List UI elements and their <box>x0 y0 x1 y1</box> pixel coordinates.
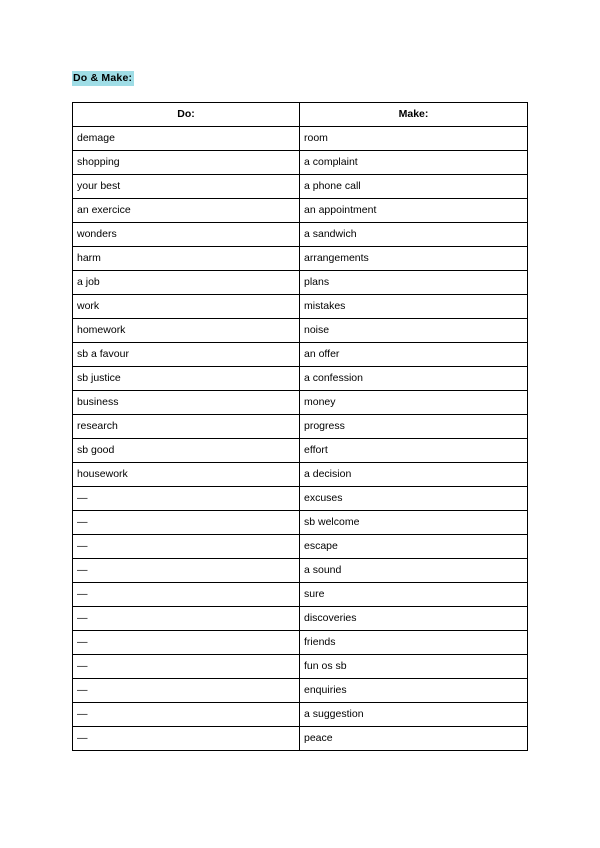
make-cell: friends <box>300 631 528 655</box>
make-cell: a complaint <box>300 151 528 175</box>
table-row <box>73 343 528 367</box>
table-row <box>73 703 528 727</box>
make-cell: an offer <box>300 343 528 367</box>
do-cell: a job <box>73 271 300 295</box>
table-row <box>73 559 528 583</box>
table-row <box>73 271 528 295</box>
make-cell: effort <box>300 439 528 463</box>
make-cell: arrangements <box>300 247 528 271</box>
do-cell: — <box>73 607 300 631</box>
do-cell: work <box>73 295 300 319</box>
table-row <box>73 295 528 319</box>
make-cell: a sound <box>300 559 528 583</box>
do-cell: — <box>73 511 300 535</box>
do-cell: — <box>73 583 300 607</box>
do-cell: sb justice <box>73 367 300 391</box>
make-cell: money <box>300 391 528 415</box>
column-header-make: Make: <box>300 103 528 127</box>
do-cell: — <box>73 655 300 679</box>
make-cell: room <box>300 127 528 151</box>
do-cell: sb good <box>73 439 300 463</box>
table-row <box>73 679 528 703</box>
table-row <box>73 463 528 487</box>
table-row <box>73 127 528 151</box>
table-row <box>73 631 528 655</box>
do-cell: — <box>73 727 300 751</box>
table-row <box>73 175 528 199</box>
table-row <box>73 151 528 175</box>
do-cell: — <box>73 679 300 703</box>
make-cell: peace <box>300 727 528 751</box>
make-cell: progress <box>300 415 528 439</box>
do-cell: shopping <box>73 151 300 175</box>
make-cell: a suggestion <box>300 703 528 727</box>
make-cell: mistakes <box>300 295 528 319</box>
do-cell: your best <box>73 175 300 199</box>
table-row <box>73 727 528 751</box>
table-row <box>73 583 528 607</box>
make-cell: excuses <box>300 487 528 511</box>
do-cell: research <box>73 415 300 439</box>
make-cell: a decision <box>300 463 528 487</box>
make-cell: fun os sb <box>300 655 528 679</box>
make-cell: noise <box>300 319 528 343</box>
do-cell: — <box>73 631 300 655</box>
do-make-table <box>72 102 528 751</box>
do-cell: — <box>73 535 300 559</box>
do-cell: — <box>73 559 300 583</box>
table-row <box>73 415 528 439</box>
do-cell: — <box>73 703 300 727</box>
make-cell: plans <box>300 271 528 295</box>
make-cell: a confession <box>300 367 528 391</box>
do-cell: business <box>73 391 300 415</box>
table-row <box>73 535 528 559</box>
table-row <box>73 247 528 271</box>
make-cell: a sandwich <box>300 223 528 247</box>
page-title: Do & Make: <box>73 72 133 84</box>
table-header-row <box>73 103 528 127</box>
table-body <box>73 127 528 751</box>
make-cell: discoveries <box>300 607 528 631</box>
do-cell: housework <box>73 463 300 487</box>
table-row <box>73 511 528 535</box>
do-cell: harm <box>73 247 300 271</box>
make-cell: escape <box>300 535 528 559</box>
make-cell: sb welcome <box>300 511 528 535</box>
table-row <box>73 391 528 415</box>
do-cell: an exercice <box>73 199 300 223</box>
do-cell: homework <box>73 319 300 343</box>
table-row <box>73 319 528 343</box>
do-cell: demage <box>73 127 300 151</box>
table-row <box>73 607 528 631</box>
table-row <box>73 655 528 679</box>
table-row <box>73 487 528 511</box>
do-cell: — <box>73 487 300 511</box>
table-row <box>73 223 528 247</box>
do-cell: wonders <box>73 223 300 247</box>
table-row <box>73 199 528 223</box>
make-cell: enquiries <box>300 679 528 703</box>
do-cell: sb a favour <box>73 343 300 367</box>
column-header-do: Do: <box>73 103 300 127</box>
make-cell: a phone call <box>300 175 528 199</box>
make-cell: sure <box>300 583 528 607</box>
table-row <box>73 367 528 391</box>
table-row <box>73 439 528 463</box>
make-cell: an appointment <box>300 199 528 223</box>
